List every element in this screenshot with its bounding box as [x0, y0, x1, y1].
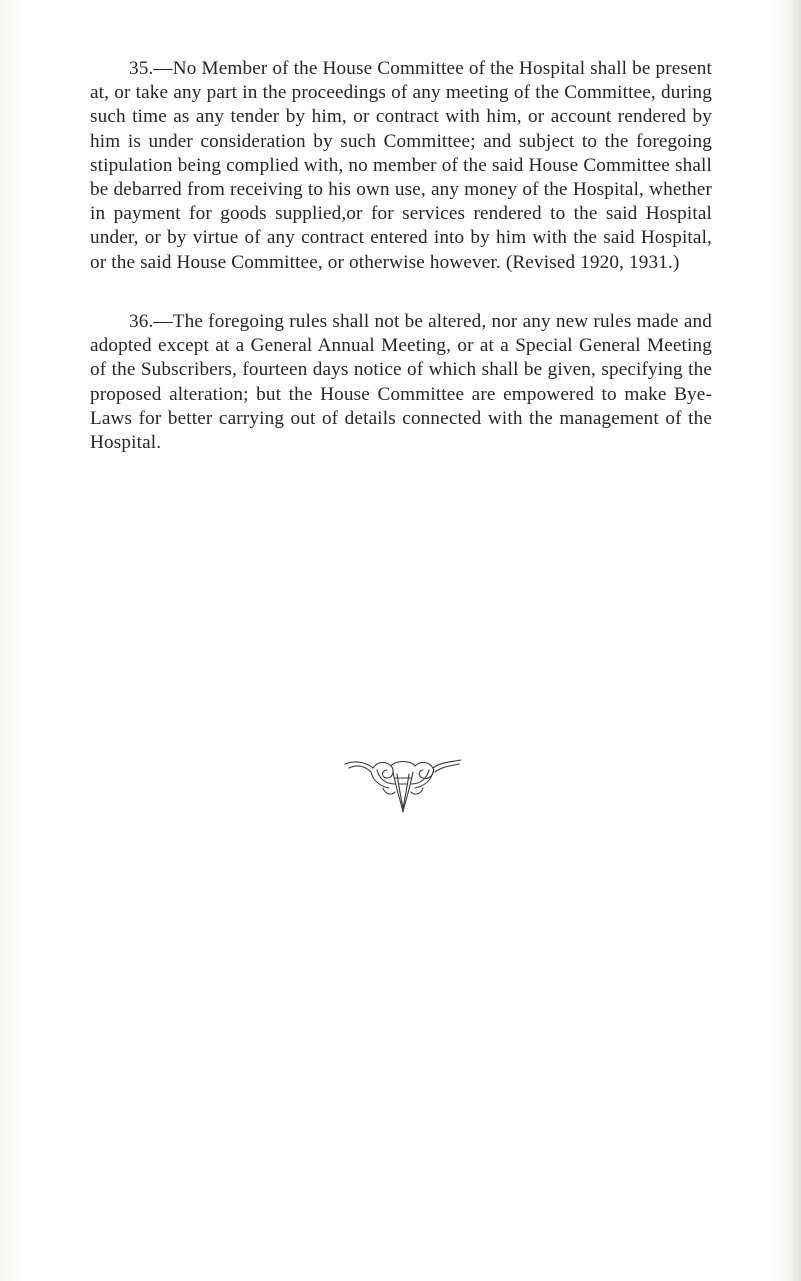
scroll-ornament-icon	[343, 758, 463, 814]
page-edge-shadow	[791, 0, 801, 1281]
rule-35-paragraph: 35.—No Member of the House Committee of the Hospital shall be present at, or take any part in the proceedings of any meeting of the Committee, during such time as any tender by him, or contract with him, or account rendered by him is under consideration by such Committee; and subject to the foregoing stipulation being complied with, no member of the said House Committee shall be debarred from receiving to his own use, any money of the Hospital, whether in payment for goods supplied,or for services rendered to the said Hospital under, or by virtue of any contract entered into by him with the said Hospital, or the said House Committee, or otherwise however. (Revised 1920, 1931.)	[90, 58, 712, 273]
rule-36-paragraph: 36.—The foregoing rules shall not be altered, nor any new rules made and adopted except at a General Annual Meeting, or at a Special General Meeting of the Subscribers, fourteen days notice of which shall be given, specifying the proposed alteration; but the House Committee are empowered to make Bye-Laws for better carrying out of details connected with the management of the Hospital.	[90, 311, 712, 454]
